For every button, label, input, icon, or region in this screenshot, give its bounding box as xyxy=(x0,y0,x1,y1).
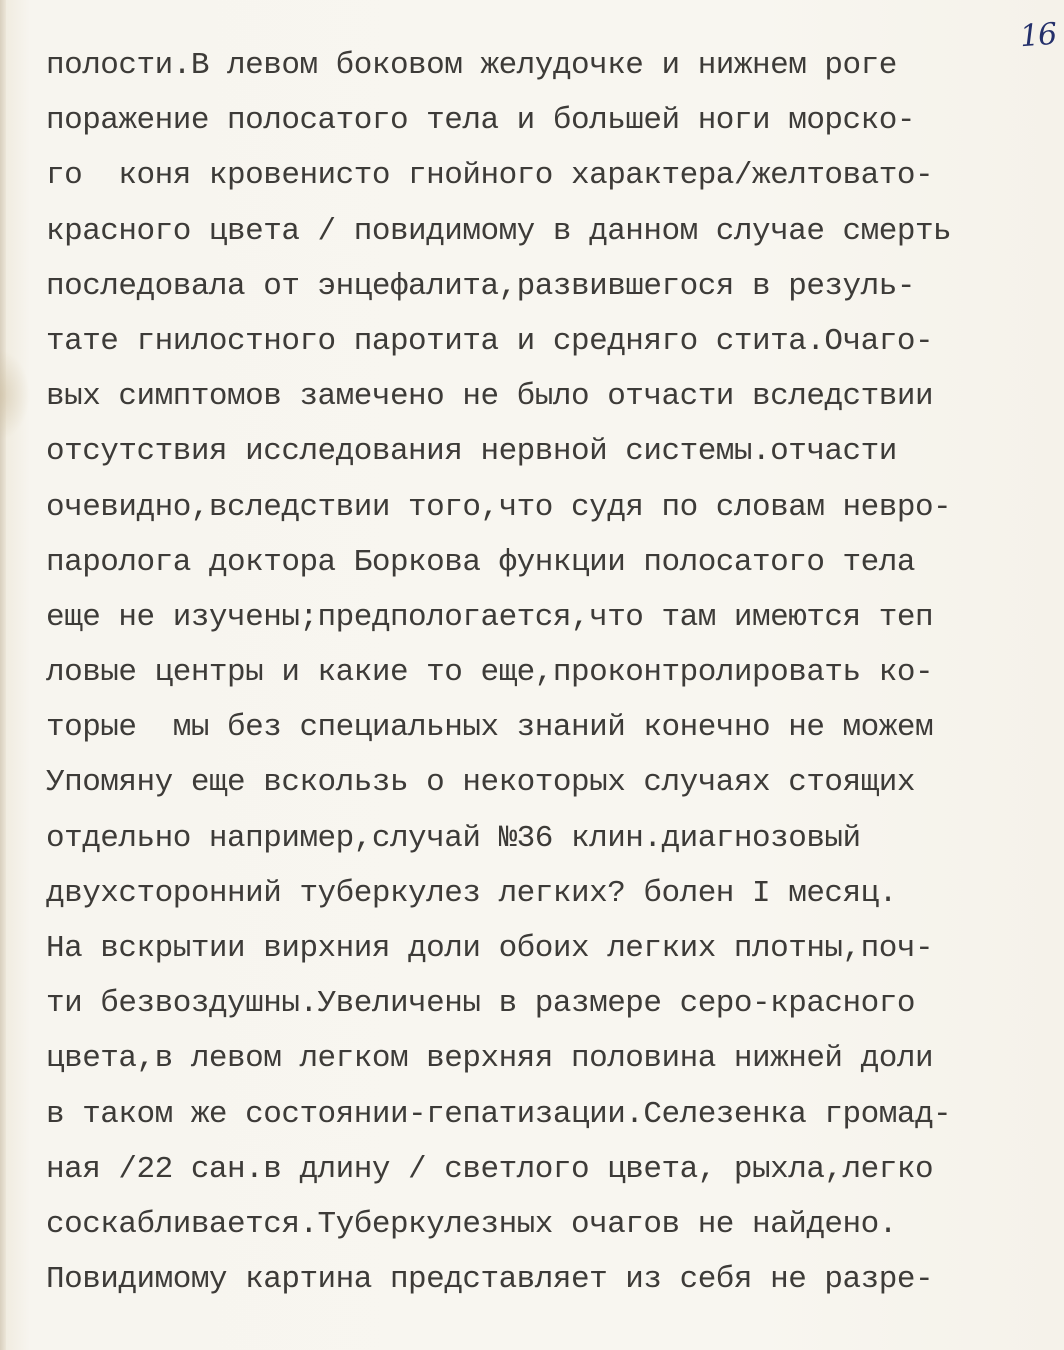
text-line: торые мы без специальных знаний конечно не можем xyxy=(46,710,934,746)
text-line: ловые центры и какие то еще,проконтролировать ко- xyxy=(46,655,934,691)
page-binding-edge xyxy=(0,0,6,1350)
text-line: отсутствия исследования нервной системы.отчасти xyxy=(46,434,897,470)
typed-text-body xyxy=(46,38,1060,1307)
text-line: Упомяну еще вскользь о некоторых случаях стоящих xyxy=(46,765,915,801)
text-line: в таком же состоянии-гепатизации.Селезенка громад- xyxy=(46,1096,952,1132)
text-line: вых симптомов замечено не было отчасти вследствии xyxy=(46,379,934,415)
text-line: поражение полосатого тела и большей ноги морско- xyxy=(46,103,915,139)
text-line: На вскрытии вирхния доли обоих легких плотны,поч- xyxy=(46,931,934,966)
text-line: еще не изучены;предпологается,что там имеются теп xyxy=(46,599,934,635)
text-line: отдельно например,случай №36 клин.диагнозовый xyxy=(46,820,861,856)
text-line: ти безвоздушны.Увеличены в размере серо-красного xyxy=(46,986,915,1022)
text-line: красного цвета / повидимому в данном случае смерть xyxy=(46,213,952,249)
text-line: цвета,в левом легком верхняя половина нижней доли xyxy=(46,1041,934,1077)
text-line: полости.В левом боковом желудочке и нижнем роге xyxy=(46,48,897,83)
text-line: соскабливается.Туберкулезных очагов не найдено. xyxy=(46,1206,897,1242)
paper-stain xyxy=(0,350,30,440)
text-line: Повидимому картина представляет из себя не разре- xyxy=(46,1262,934,1298)
text-line: паролога доктора Боркова функции полосатого тела xyxy=(46,544,915,580)
text-line: двухсторонний туберкулез легких? болен I месяц. xyxy=(46,875,897,911)
text-line: ная /22 сан.в длину / светлого цвета, рыхла,легко xyxy=(46,1151,934,1187)
text-line: последовала от энцефалита,развившегося в резуль- xyxy=(46,268,915,304)
text-line: го коня кровенисто гнойного характера/желтовато- xyxy=(46,158,934,194)
text-line: очевидно,вследствии того,что судя по словам невро- xyxy=(46,489,952,525)
text-line: тате гнилостного паротита и средняго стита.Очаго- xyxy=(46,323,934,359)
page-number: 16 xyxy=(1018,16,1058,55)
